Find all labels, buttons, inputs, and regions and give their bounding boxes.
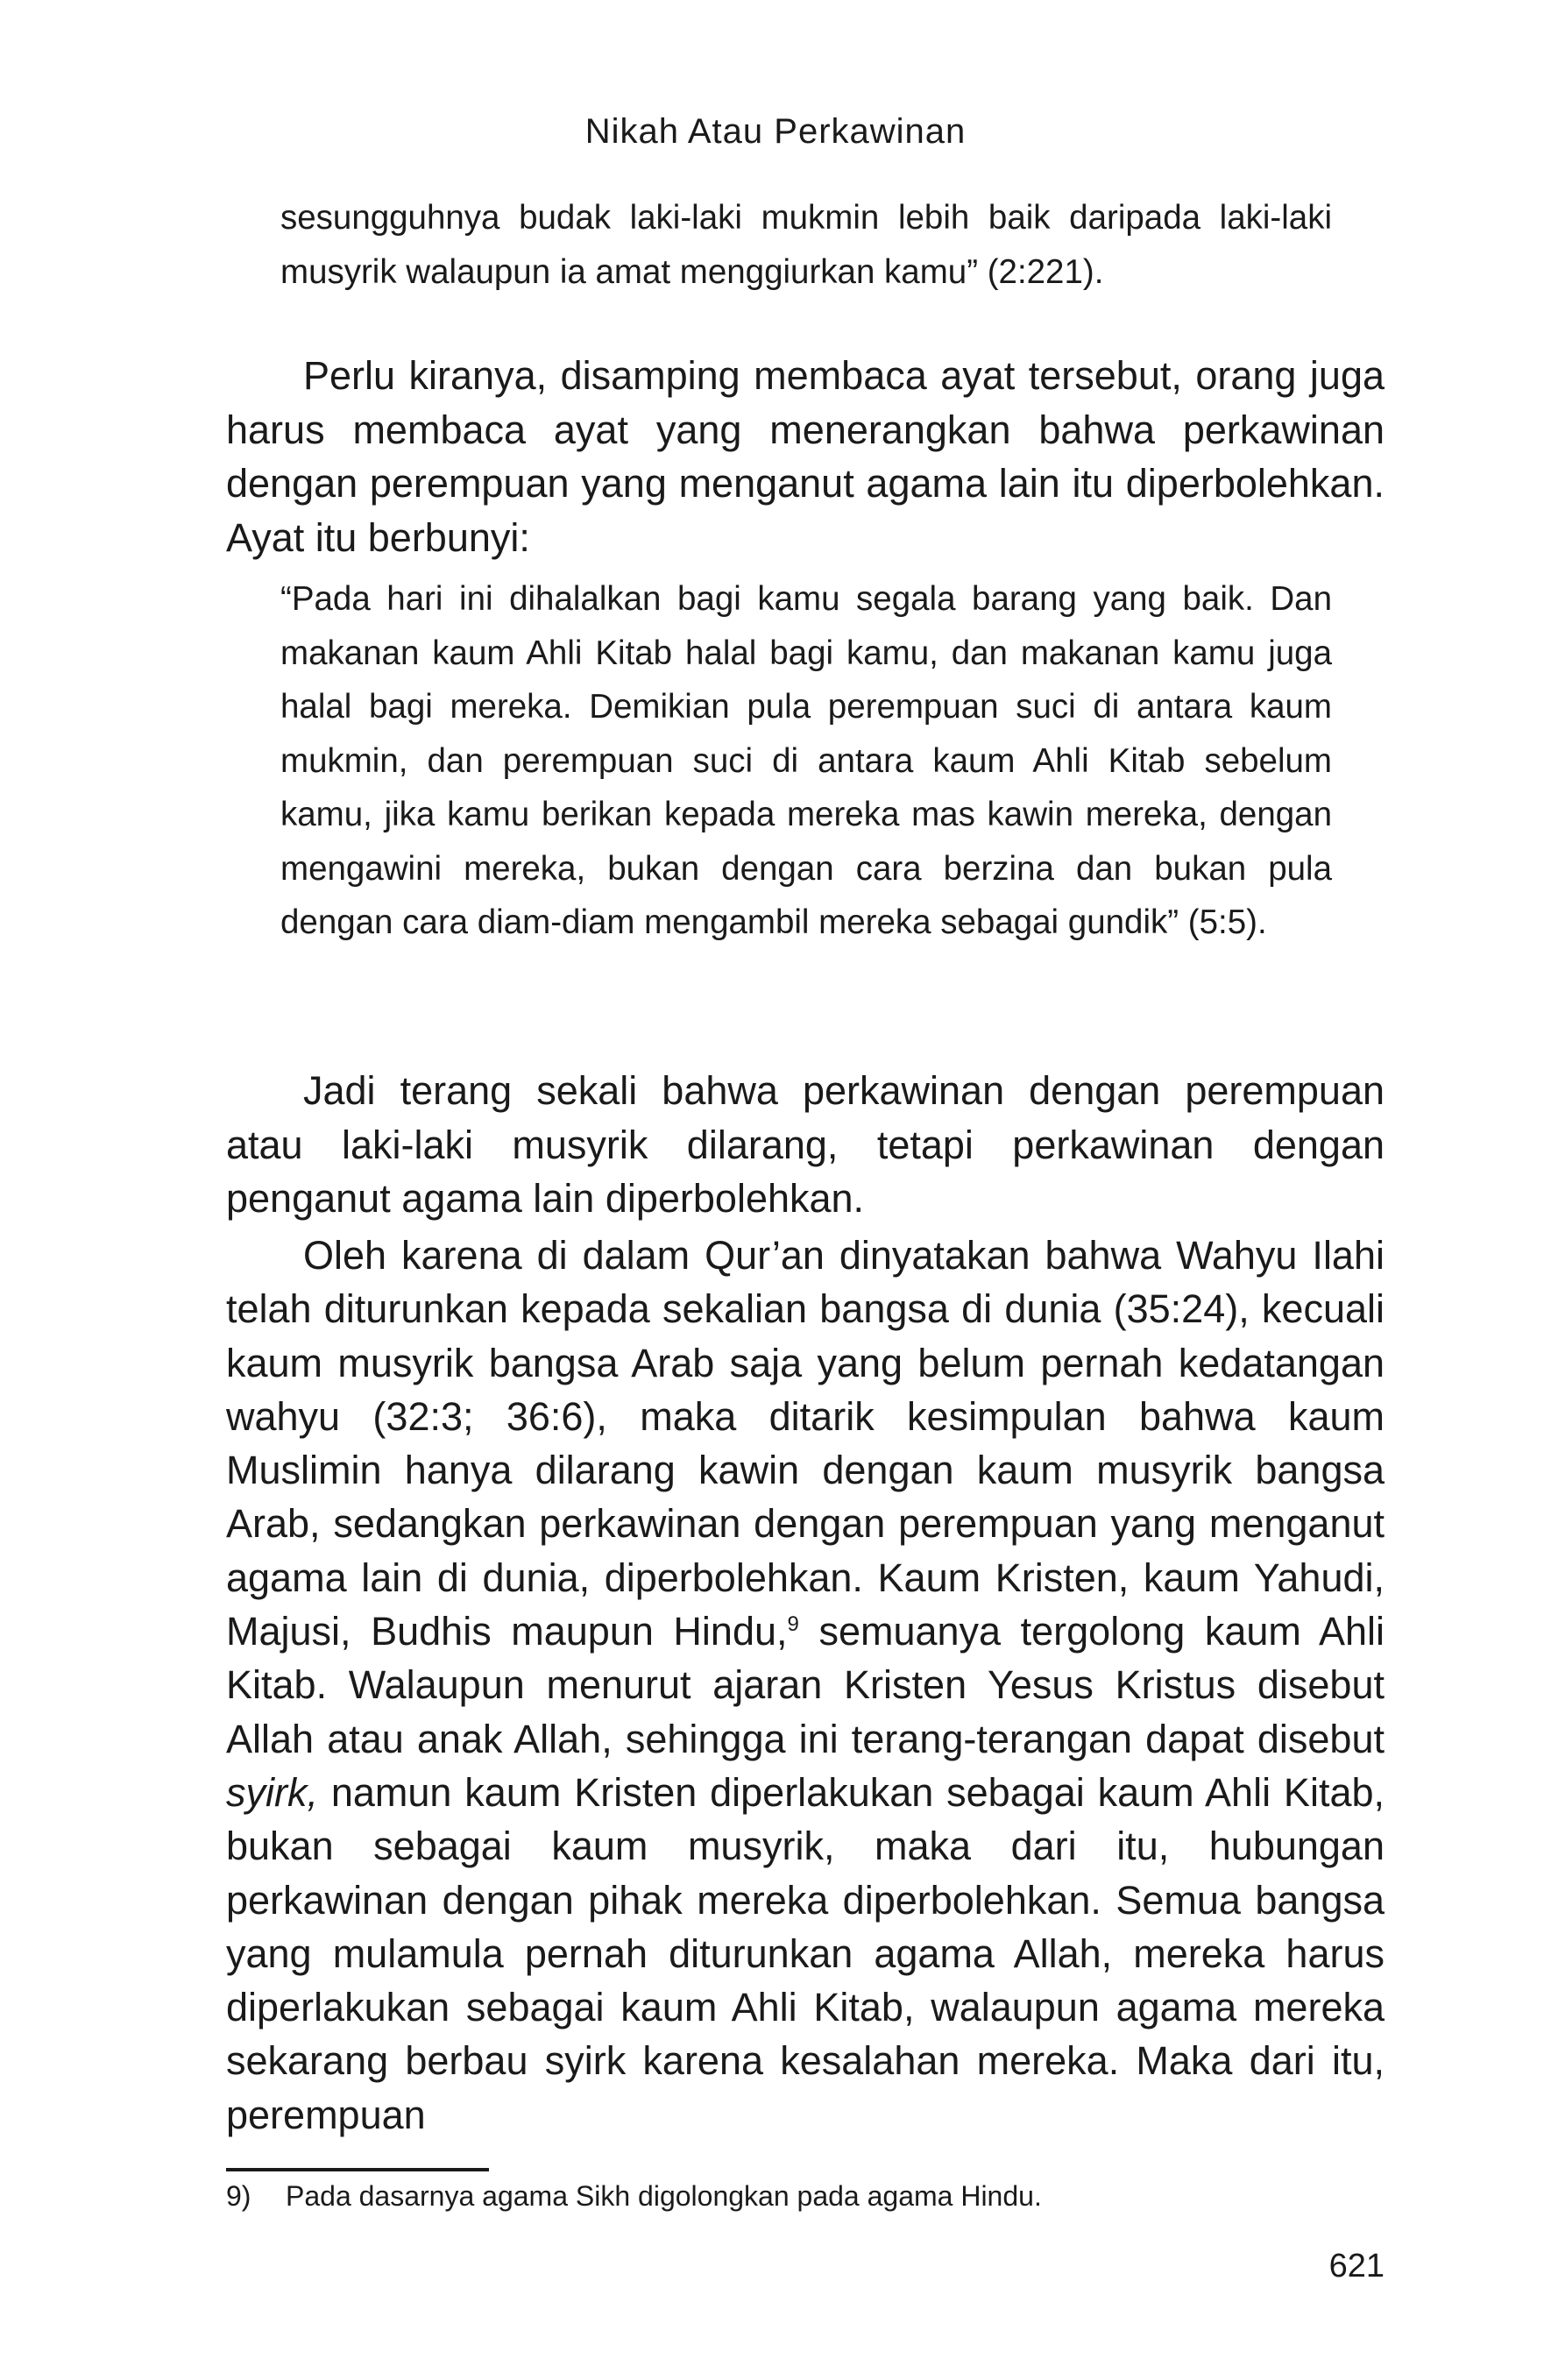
paragraph-3-part-b: semuanya tergolong kaum Ahli Kitab. Walaupun menurut ajaran Kristen Yesus Kristus disebut Allah atau anak Allah, sehingga ini terang-terangan dapat disebut xyxy=(226,1609,1385,1761)
footnote-text: Pada dasarnya agama Sikh digolongkan pada agama Hindu. xyxy=(286,2180,1042,2212)
paragraph-2: Jadi terang sekali bahwa perkawinan dengan perempuan atau laki-laki musyrik dilarang, tetapi perkawinan dengan penganut agama lain diperbolehkan. xyxy=(226,1068,1385,1221)
paragraph-3 xyxy=(226,1229,1385,2142)
footnote-number: 9) xyxy=(226,2180,251,2212)
paragraph-1: Perlu kiranya, disamping membaca ayat tersebut, orang juga harus membaca ayat yang menerangkan bahwa perkawinan dengan perempuan yang menganut agama lain itu diperbolehkan. Ayat itu berbunyi: xyxy=(226,353,1385,560)
running-header: Nikah Atau Perkawinan xyxy=(584,112,967,151)
page-number: 621 xyxy=(1328,2248,1385,2284)
italic-term: syirk, xyxy=(226,1769,318,1815)
footnote-reference: 9 xyxy=(787,1612,799,1637)
quote-block-top: sesungguhnya budak laki-laki mukmin lebih baik daripada laki-laki musyrik walaupun ia amat menggiurkan kamu” (2:221). xyxy=(280,199,1332,291)
paragraph-3-part-c: namun kaum Kristen diperlakukan sebagai kaum Ahli Kitab, bukan sebagai kaum musyrik, maka dari itu, hubungan perkawinan dengan pihak mereka diperbolehkan. Semua bangsa yang mulamula pernah diturunkan agama Allah, mereka harus diperlakukan sebagai kaum Ahli Kitab, walaupun agama mereka sekarang berbau syirk karena kesalahan mereka. Maka dari itu, perempuan xyxy=(226,1769,1385,2137)
footnote-divider xyxy=(226,2168,489,2171)
footnote xyxy=(226,2175,1385,2217)
quote-block-verse: “Pada hari ini dihalalkan bagi kamu segala barang yang baik. Dan makanan kaum Ahli Kitab halal bagi kamu, dan makanan kamu juga halal bagi mereka. Demikian pula perempuan suci di antara kaum mukmin, dan perempuan suci di antara kaum Ahli Kitab sebelum kamu, jika kamu berikan kepada mereka mas kawin mereka, dengan mengawini mereka, bukan dengan cara berzina dan bukan pula dengan cara diam-diam mengambil mereka sebagai gundik” (5:5). xyxy=(280,580,1332,941)
paragraph-3-part-a: Oleh karena di dalam Qur’an dinyatakan bahwa Wahyu Ilahi telah diturunkan kepada sekalian bangsa di dunia (35:24), kecuali kaum musyrik bangsa Arab saja yang belum pernah kedatangan wahyu (32:3; 36:6), maka ditarik kesimpulan bahwa kaum Muslimin hanya dilarang kawin dengan kaum musyrik bangsa Arab, sedangkan perkawinan dengan perempuan yang menganut agama lain di dunia, diperbolehkan. Kaum Kristen, kaum Yahudi, Majusi, Budhis maupun Hindu, xyxy=(226,1233,1385,1654)
